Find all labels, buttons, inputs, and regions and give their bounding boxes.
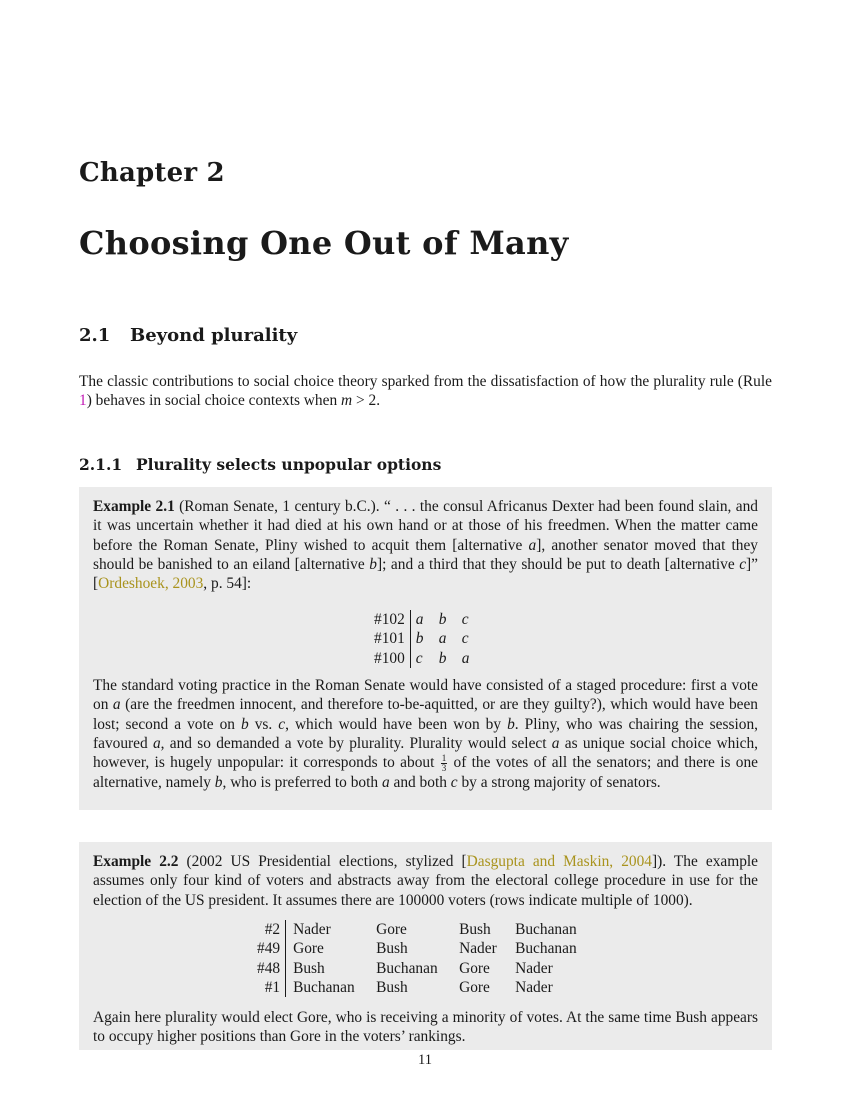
example-2-2-box [79,842,772,1050]
math-variable: a [112,696,121,714]
ranking-cell: a [438,630,447,648]
section-number: 2.1 [79,325,111,346]
ranking-cell: Gore [459,978,490,996]
math-variable: c [450,774,458,792]
table-row [257,920,577,939]
example-label: Example 2.1 [93,498,175,515]
example-text: ]; and a third that they should be put to death [alternative [376,555,740,573]
math-variable: a [528,536,537,554]
example-2-1-intro [93,497,758,593]
voter-count: #102 [374,610,410,629]
table-row [257,939,577,958]
voter-count: #101 [374,629,410,648]
fraction-numerator: 1 [441,753,447,764]
intro-text: ) behaves in social choice contexts when [86,392,341,410]
example-text: (are the freedmen innocent, and therefore to-be-aquitted, or are they guilty?), which would have been lost; second a vote on [93,696,758,733]
math-variable: a [551,734,560,752]
ranking-cell: Nader [293,921,331,938]
preference-profile-table [374,610,485,668]
example-text: , who is preferred to both [222,774,382,792]
example-text: vs. [248,715,279,733]
example-2-1-discussion [93,676,758,792]
example-text: ]). The example assumes only four kind of voters and abstracts away from the electoral college procedure in use for the election of the US president. It assumes there are 100000 voters (rows indicate multiple of 1000). [93,853,759,909]
example-text: , which would have been won by [285,715,508,733]
section-heading [79,325,297,346]
example-text: and both [389,774,451,792]
ranking-cell: c [461,630,469,648]
example-2-1-box [79,487,772,810]
voter-count: #2 [257,920,286,939]
ranking-cell: Bush [459,921,491,938]
math-variable: b [507,715,515,733]
ranking-cell: Buchanan [376,959,438,977]
table-row [374,629,485,648]
voter-count: #1 [257,978,286,997]
ranking-cell: Nader [459,940,497,958]
intro-text: The classic contributions to social choice theory sparked from the dissatisfaction of how the plurality rule (Rule [79,373,772,390]
math-variable: a [381,774,390,792]
ranking-cell: b [415,630,424,648]
ranking-cell: Nader [515,959,553,977]
ranking-cell: b [438,611,447,628]
ranking-cell: Gore [293,940,324,958]
math-variable: b [214,774,223,792]
example-label: Example 2.2 [93,853,179,870]
ranking-cell: c [461,611,469,628]
ranking-cell: Buchanan [515,940,577,958]
ranking-cell: Bush [376,940,408,958]
ranking-cell: a [415,611,424,628]
example-text: by a strong majority of senators. [457,774,661,792]
example-text: of the votes of all the senators; and there is one alternative, namely [93,754,759,792]
ranking-cell: Gore [376,921,407,938]
math-variable: b [369,555,377,573]
example-2-2-intro [93,852,758,910]
table-row [374,610,485,629]
ranking-cell: Buchanan [293,978,355,996]
ranking-cell: Bush [293,959,325,977]
voter-count: #100 [374,649,410,668]
math-variable: c [739,555,747,573]
example-text: ], another senator moved that they should be banished to an eiland [alternative [93,536,758,573]
table-row [374,649,485,668]
table-row [257,959,577,978]
ranking-cell: b [438,649,447,667]
example-text: as unique social choice which, however, is hugely unpopular: it corresponds to about [93,734,759,772]
chapter-title: Choosing One Out of Many [79,224,569,262]
fraction-denominator: 3 [441,763,447,774]
intro-text: > 2. [352,392,381,410]
math-variable: c [278,715,286,733]
citation-link[interactable]: Dasgupta and Maskin, 2004 [466,853,652,870]
citation-link[interactable]: Ordeshoek, 2003 [98,575,204,593]
ranking-cell: Bush [376,978,408,996]
example-text: The standard voting practice in the Roman Senate would have consisted of a staged procedure: first a vote on [93,677,758,714]
voter-count: #49 [257,939,286,958]
ranking-cell: Nader [515,978,553,996]
rule-reference-link[interactable]: 1 [79,392,87,410]
page-number: 11 [418,1052,432,1068]
example-2-2-discussion: Again here plurality would elect Gore, who is receiving a minority of votes. At the same time Bush appears to occupy higher positions than Gore in the voters’ rankings. [93,1009,758,1046]
subsection-heading [79,455,441,474]
math-variable: b [241,715,249,733]
example-text: (2002 US Presidential elections, stylized [ [178,853,467,870]
section-title: Beyond plurality [130,325,298,346]
ranking-cell: c [415,649,423,667]
ranking-cell: a [461,649,470,667]
example-text: (Roman Senate, 1 century b.C.). “ . . . the consul Africanus Dexter had been found slain, and it was uncertain whether it had died at his own hand or at those of his freedmen. When the matter came before the Roman Senate, Pliny wished to acquit them [alternative [93,498,758,554]
subsection-title: Plurality selects unpopular options [136,455,442,474]
ranking-cell: Gore [459,959,490,977]
election-profile-table [257,920,577,997]
math-variable: a [152,734,161,752]
chapter-label: Chapter 2 [79,158,225,188]
ranking-cell: Buchanan [515,921,577,938]
subsection-number: 2.1.1 [79,455,123,474]
example-text: . Pliny, who was chairing the session, favoured [93,715,758,752]
table-row [257,978,577,997]
fraction [441,754,448,773]
math-variable: m [341,392,353,410]
voter-count: #48 [257,959,286,978]
example-text: , and so demanded a vote by plurality. Plurality would select [160,734,552,752]
example-text: , p. 54]: [203,575,252,593]
section-intro-paragraph [79,372,772,411]
example-text: ]” [ [93,555,758,593]
